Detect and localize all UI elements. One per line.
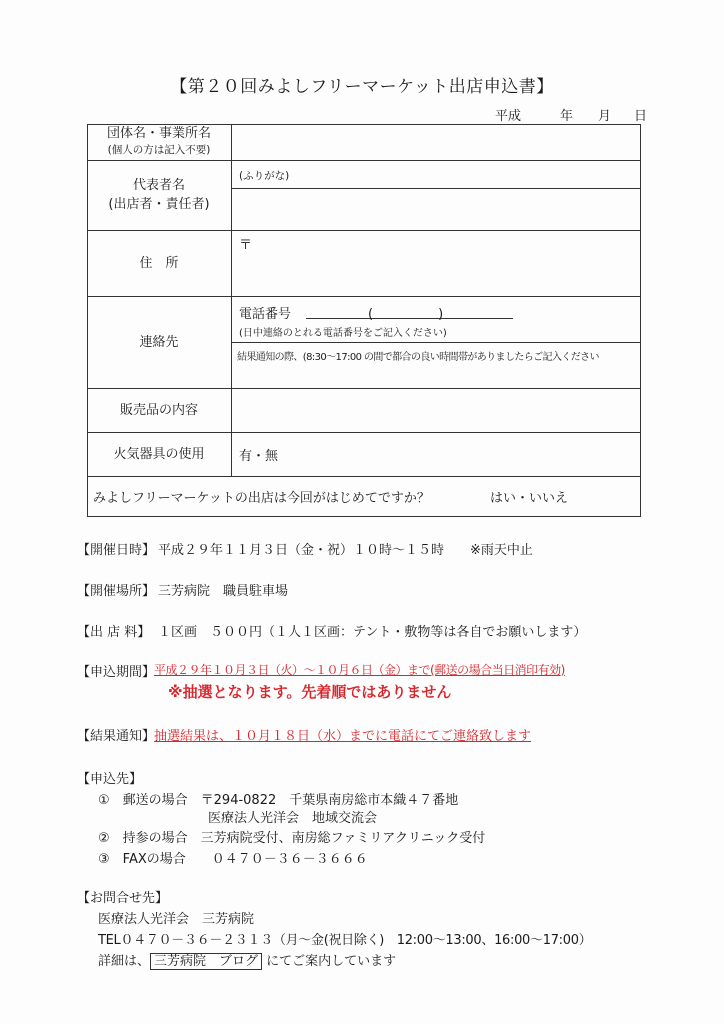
representative-field[interactable] (233, 190, 638, 229)
inquiry-tel: TEL０４７０－３６－２３１３（月～金(祝日除く) 12:00～13:00、16:00～17:00） (98, 933, 592, 948)
apply-mail-org: 医療法人光洋会 地域交流会 (208, 811, 378, 826)
date-era: 平成 (495, 109, 522, 124)
furigana-label: (ふりがな) (239, 170, 290, 182)
date-month: 月 (598, 109, 612, 124)
org-name-note: (個人の方は記入不要) (107, 144, 211, 156)
datetime-heading: 【開催日時】 (77, 543, 156, 558)
page-title: 【第２０回みよしフリーマーケット出店申込書】 (170, 77, 554, 97)
org-name-label: 団体名・事業所名 (106, 126, 211, 141)
phone-note: (日中連絡のとれる電話番号をご記入ください) (239, 328, 447, 339)
date-year: 年 (560, 109, 574, 124)
apply-fax: ③ FAXの場合 ０４７０－３６－３６６６ (98, 852, 368, 867)
apply-bring: ② 持参の場合 三芳病院受付、南房総ファミリアクリニック受付 (98, 831, 486, 846)
phone-label: 電話番号 (239, 307, 292, 322)
place-heading: 【開催場所】 (77, 584, 156, 599)
fire-equipment-label: 火気器具の使用 (113, 447, 205, 462)
inquiry-org: 医療法人光洋会 三芳病院 (98, 912, 255, 927)
representative-sublabel: (出店者・責任者) (108, 197, 210, 212)
postal-mark: 〒 (239, 238, 253, 253)
date-day: 日 (634, 109, 648, 124)
phone-area-code: ( ) (368, 307, 444, 322)
phone-field[interactable] (306, 300, 513, 318)
inquiry-detail-suffix: にてご案内しています (266, 954, 397, 969)
blog-link[interactable]: 三芳病院 ブログ (150, 953, 262, 970)
goods-label: 販売品の内容 (119, 403, 198, 418)
period-value: 平成２９年１０月３日（火）～１０月６日（金）まで(郵送の場合当日消印有効) (154, 663, 565, 677)
lottery-notice: ※抽選となります。先着順ではありません (168, 683, 452, 701)
furigana-field[interactable] (233, 162, 638, 187)
period-heading: 【申込期間】 (77, 665, 156, 680)
inquiry-heading: 【お問合せ先】 (77, 891, 169, 906)
result-value: 抽選結果は、１０月１８日（水）までに電話にてご連絡致します (154, 729, 532, 744)
first-time-question: みよしフリーマーケットの出店は今回がはじめてですか？ (93, 491, 430, 506)
first-time-choice[interactable]: はい・いいえ (490, 491, 569, 506)
representative-label: 代表者名 (132, 178, 185, 193)
fee-value: １区画 ５００円（１人１区画：テント・敷物等は各自でお願いします） (158, 625, 587, 640)
result-time-field[interactable] (233, 362, 638, 386)
goods-field[interactable] (233, 390, 638, 430)
fee-heading: 【出 店 料】 (77, 625, 151, 640)
address-label: 住 所 (139, 256, 179, 271)
apply-heading: 【申込先】 (77, 772, 143, 787)
datetime-value: 平成２９年１１月３日（金・祝）１０時～１５時 ※雨天中止 (158, 543, 533, 558)
address-field[interactable] (233, 232, 638, 294)
apply-mail: ① 郵送の場合 〒294-0822 千葉県南房総市本織４７番地 (98, 793, 459, 808)
result-heading: 【結果通知】 (77, 729, 156, 744)
fire-equipment-choice[interactable]: 有・無 (239, 449, 279, 464)
place-value: 三芳病院 職員駐車場 (158, 584, 289, 599)
result-time-note: 結果通知の際、(8:30～17:00 の間で都合の良い時間帯がありましたらご記入ください (237, 352, 599, 363)
contact-label: 連絡先 (139, 335, 179, 350)
org-name-field[interactable] (233, 126, 638, 158)
inquiry-detail-prefix: 詳細は、 (98, 954, 151, 969)
inquiry-detail (98, 950, 396, 969)
